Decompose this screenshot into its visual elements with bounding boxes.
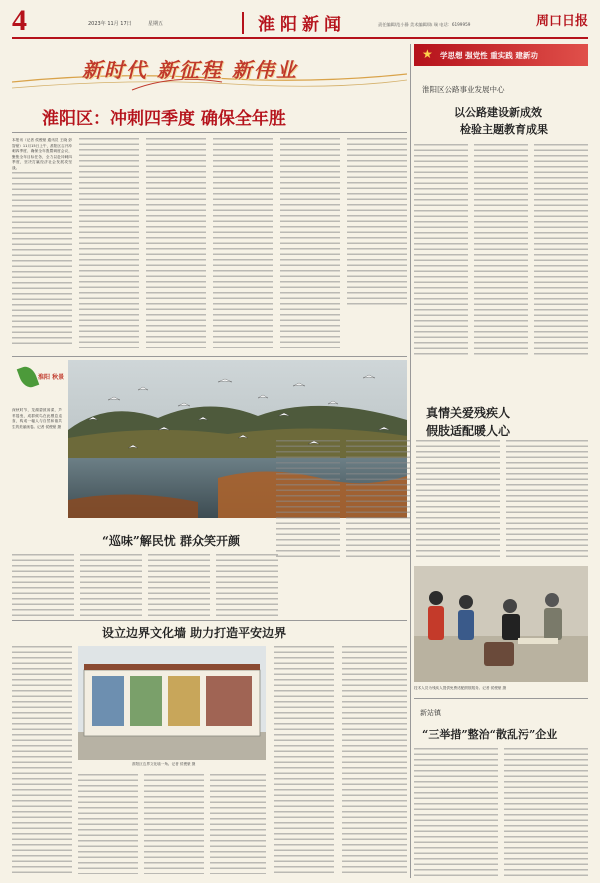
sidebar-column-2 (474, 144, 528, 358)
border-column-2 (78, 774, 138, 874)
lead-column-3 (146, 138, 206, 348)
masthead (0, 0, 600, 40)
banner-slogan: 新时代 新征程 新伟业 (82, 58, 298, 82)
badge-label: 淮阳 秋景 (38, 374, 65, 381)
section-divider-3 (414, 698, 588, 699)
editor-line: 责任编辑/范小静 美术编辑/陈 瑞 电话：6199959 (378, 22, 471, 27)
border-column-3 (144, 774, 204, 874)
lead-byline: 本报讯（记者 侯俊豪 通讯员 王晓 彭智豪）11月15日上午，淮阳区召开冲刺四季度、确保全年胜暨调度会议，聚焦全年目标任务，全力以赴冲刺四季度，坚决打赢经济社会发展攻坚战。 (12, 138, 72, 170)
border-column-4 (210, 774, 266, 874)
caring-photo-caption: 技术人员为残疾人提供免费适配假肢服务。记者 侯俊豪 摄 (414, 686, 507, 690)
patrol-article (12, 528, 407, 618)
border-photo-caption: 淮阳区边界文化墙一角。记者 侯俊豪 摄 (132, 762, 196, 766)
border-headline: 设立边界文化墙 助力打造平安边界 (102, 626, 287, 640)
prosthetic-fitting-photo (414, 566, 588, 682)
border-column-1 (12, 646, 72, 874)
new-station-column-1 (414, 748, 498, 876)
culture-wall-graphic (78, 646, 266, 760)
sidebar-headline-2: 检验主题教育成果 (460, 123, 548, 136)
prosthetic-photo-graphic (414, 566, 588, 682)
sidebar-tag-bar (414, 44, 588, 66)
photo-essay-caption: 深秋时节，龙湖碧波荡漾，芦苇摇曳，成群候鸟在此栖息觅食，构成一幅人与自然和谐共生的美丽画卷。记者 侯俊豪 摄 (12, 408, 62, 429)
patrol-column-1 (12, 554, 74, 616)
section-title: 淮阳新闻 (258, 15, 346, 35)
border-article (12, 622, 407, 878)
sidebar-subhead: 淮阳区公路事业发展中心 (422, 85, 505, 94)
sidebar-column-1 (414, 144, 468, 358)
star-icon: ★ (422, 47, 433, 61)
caring-column-4 (506, 440, 588, 560)
new-station-headline: “三举措”整治“散乱污”企业 (422, 728, 558, 741)
caring-headline-1: 真情关爱残疾人 (426, 406, 511, 420)
culture-wall-photo (78, 646, 266, 760)
patrol-headline: “巡味”解民忧 群众笑开颜 (102, 534, 240, 548)
leaf-icon (17, 364, 40, 390)
new-station-column-2 (504, 748, 588, 876)
caring-column-3 (416, 440, 500, 560)
sidebar-article (414, 44, 588, 360)
border-column-6 (342, 646, 407, 874)
patrol-column-4 (216, 554, 278, 616)
section-divider-2 (12, 620, 407, 621)
lead-column-6 (347, 138, 407, 308)
border-column-5 (274, 646, 334, 874)
lead-column-2 (79, 138, 139, 348)
issue-weekday: 星期五 (148, 21, 164, 27)
masthead-rule (12, 37, 588, 39)
page-number: 4 (12, 4, 27, 37)
caring-headline-2: 假肢适配暖人心 (426, 424, 511, 438)
new-station-article (414, 704, 588, 878)
slogan-banner (12, 44, 407, 94)
photo-essay-badge (12, 360, 68, 400)
patrol-column-3 (148, 554, 210, 616)
new-station-kicker: 新站镇 (420, 709, 441, 717)
paper-name-logo: 周口日报 (536, 14, 589, 29)
lead-column-1 (12, 172, 72, 348)
lead-column-4 (213, 138, 273, 348)
section-divider-1 (12, 356, 407, 357)
sidebar-column-3 (534, 144, 588, 358)
lead-headline: 淮阳区：冲刺四季度 确保全年胜 (42, 109, 286, 129)
sidebar-tagline: 学思想 强党性 重实践 建新功 (440, 51, 538, 60)
issue-date: 2023年 11月 17日 (88, 21, 132, 27)
patrol-column-2 (80, 554, 142, 616)
column-divider (410, 44, 411, 878)
lead-article (12, 98, 407, 350)
lead-column-5 (280, 138, 340, 348)
sidebar-headline-1: 以公路建设新成效 (454, 106, 542, 119)
